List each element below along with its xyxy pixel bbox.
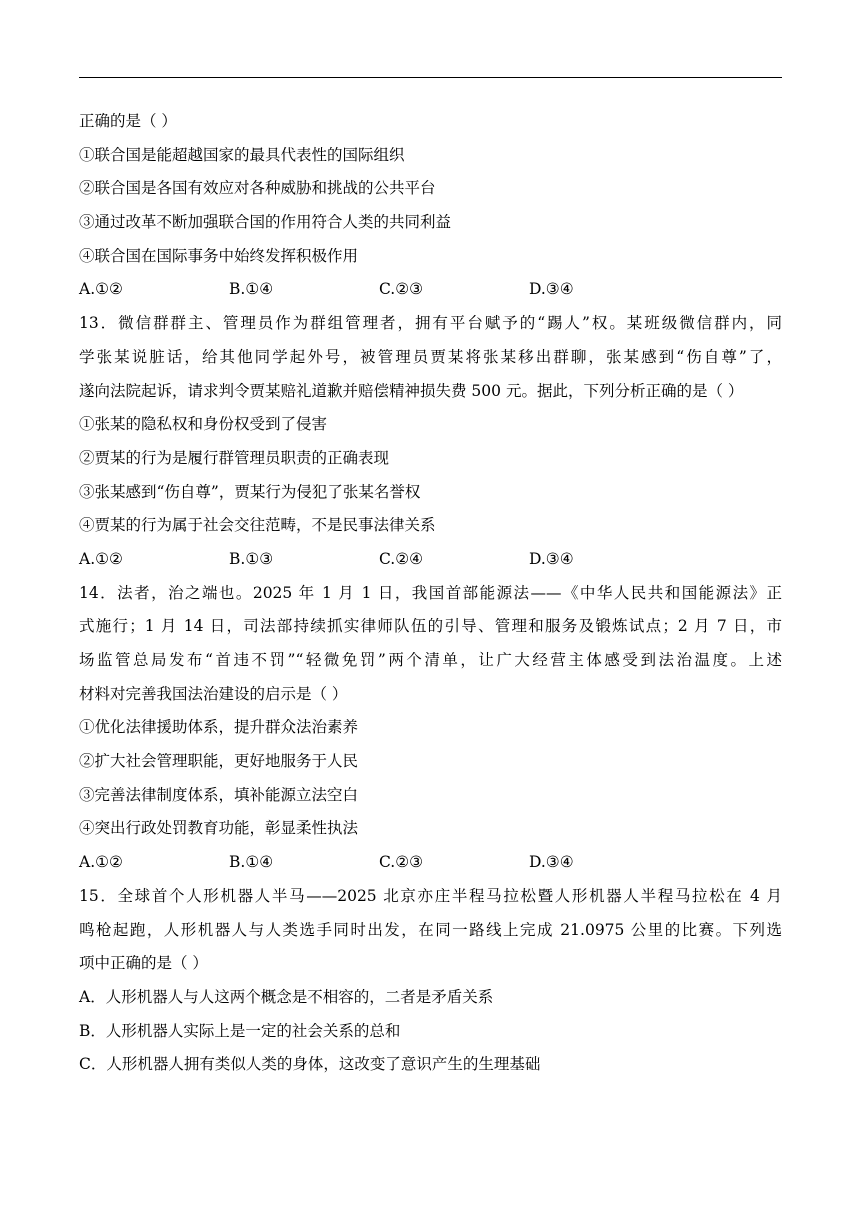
q13-statement-2: ②贾某的行为是履行群管理员职责的正确表现: [79, 448, 390, 467]
q13-statement-1: ①张某的隐私权和身份权受到了侵害: [79, 415, 328, 434]
q13-statement-3: ③张某感到“伤自尊”，贾某行为侵犯了张某名誉权: [79, 482, 421, 501]
q15-stem-line-2: 鸣枪起跑，人形机器人与人类选手同时出发，在同一路线上完成 21.0975 公里的比赛。下列选: [79, 920, 782, 939]
q14-option-a: A.①②: [79, 853, 123, 872]
q13-option-b: B.①③: [229, 549, 274, 568]
header-rule: [79, 77, 782, 78]
q15-choice-a: A．人形机器人与人这两个概念是不相容的，二者是矛盾关系: [79, 987, 494, 1006]
q12-statement-1: ①联合国是能超越国家的最具代表性的国际组织: [79, 145, 405, 164]
q12-option-a: A.①②: [79, 280, 123, 299]
q12-statement-4: ④联合国在国际事务中始终发挥积极作用: [79, 246, 359, 265]
q12-option-d: D.③④: [529, 280, 574, 299]
q14-option-b: B.①④: [229, 853, 274, 872]
question-14: [79, 577, 782, 880]
q12-statement-3: ③通过改革不断加强联合国的作用符合人类的共同利益: [79, 213, 452, 232]
q13-stem-line-2: 学张某说脏话，给其他同学起外号，被管理员贾某将张某移出群聊，张某感到“伤自尊”了，: [79, 347, 782, 366]
question-12: [79, 105, 782, 307]
q13-option-c: C.②④: [379, 549, 424, 568]
q14-option-d: D.③④: [529, 853, 574, 872]
q14-stem-line-2: 式施行；1 月 14 日，司法部持续抓实律师队伍的引导、管理和服务及锻炼试点；2 月 7 日，市: [79, 617, 782, 636]
q14-stem-line-1: 14．法者，治之端也。2025 年 1 月 1 日，我国首部能源法——《中华人民共和国能源法》正: [79, 583, 782, 602]
q14-statement-4: ④突出行政处罚教育功能，彰显柔性执法: [79, 819, 359, 838]
q15-choice-c: C．人形机器人拥有类似人类的身体，这改变了意识产生的生理基础: [79, 1055, 541, 1074]
page-content: [79, 105, 782, 1082]
q14-statement-3: ③完善法律制度体系，填补能源立法空白: [79, 785, 359, 804]
q14-option-c: C.②③: [379, 853, 424, 872]
q12-option-b: B.①④: [229, 280, 274, 299]
q14-options: [79, 846, 782, 880]
q12-options: [79, 273, 782, 307]
q13-stem-line-3: 遂向法院起诉，请求判令贾某赔礼道歉并赔偿精神损失费 500 元。据此，下列分析正确的是（ ）: [79, 381, 744, 400]
q13-options: [79, 543, 782, 577]
q15-stem-line-3: 项中正确的是（ ）: [79, 954, 208, 973]
q15-choice-b: B．人形机器人实际上是一定的社会关系的总和: [79, 1021, 401, 1040]
q15-stem-line-1: 15．全球首个人形机器人半马——2025 北京亦庄半程马拉松暨人形机器人半程马拉松在 4 月: [79, 886, 782, 905]
q13-statement-4: ④贾某的行为属于社会交往范畴，不是民事法律关系: [79, 516, 436, 535]
q13-stem-line-1: 13．微信群群主、管理员作为群组管理者，拥有平台赋予的“踢人”权。某班级微信群内，同: [79, 314, 782, 333]
question-15: [79, 880, 782, 1082]
q13-option-a: A.①②: [79, 549, 123, 568]
q14-statement-2: ②扩大社会管理职能，更好地服务于人民: [79, 752, 359, 771]
q12-option-c: C.②③: [379, 280, 424, 299]
q14-stem-line-4: 材料对完善我国法治建设的启示是（ ）: [79, 684, 348, 703]
q12-statement-2: ②联合国是各国有效应对各种威胁和挑战的公共平台: [79, 179, 436, 198]
question-13: [79, 307, 782, 577]
q14-stem-line-3: 场监管总局发布“首违不罚”“轻微免罚”两个清单，让广大经营主体感受到法治温度。上述: [79, 651, 782, 669]
q13-option-d: D.③④: [529, 549, 574, 568]
q12-stem-tail: 正确的是（ ）: [79, 112, 177, 130]
q14-statement-1: ①优化法律援助体系，提升群众法治素养: [79, 718, 359, 737]
